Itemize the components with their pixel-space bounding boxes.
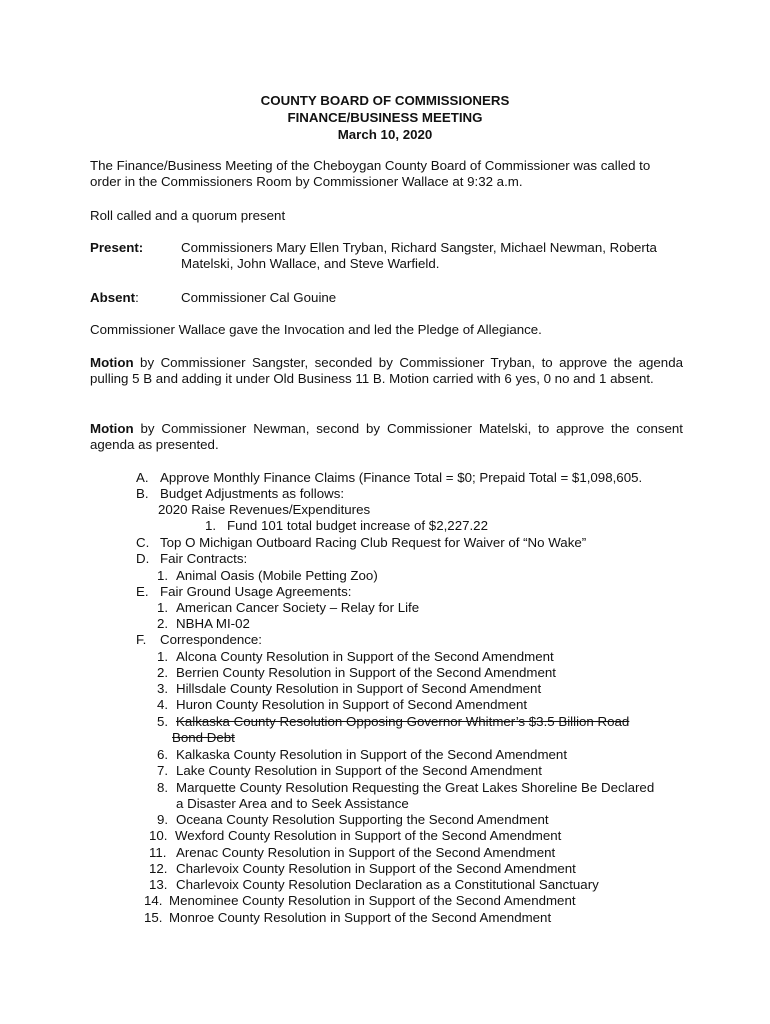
list-item: Approve Monthly Finance Claims (Finance Total = $0; Prepaid Total = $1,098,605.: [160, 470, 643, 485]
motion-consent-paragraph: Motion by Commissioner Newman, second by Commissioner Matelski, to approve the consent agenda as presented.: [90, 421, 683, 453]
list-item-struck: Kalkaska County Resolution Opposing Governor Whitmer’s $3.5 Billion Road: [176, 714, 630, 729]
header-meeting-title: FINANCE/BUSINESS MEETING: [287, 110, 483, 125]
list-item: Budget Adjustments as follows:: [160, 486, 345, 501]
list-marker: 6.: [157, 747, 169, 762]
list-marker: 13.: [149, 877, 168, 892]
roll-call-paragraph: Roll called and a quorum present: [90, 208, 286, 223]
list-item: Marquette County Resolution Requesting the Great Lakes Shoreline Be Declared: [176, 780, 655, 795]
list-item: a Disaster Area and to Seek Assistance: [176, 796, 409, 811]
list-marker: 8.: [157, 780, 169, 795]
list-marker: 1.: [157, 568, 169, 583]
list-item-struck: Bond Debt: [172, 730, 235, 745]
list-item: Top O Michigan Outboard Racing Club Request for Waiver of “No Wake”: [160, 535, 587, 550]
list-marker: 2.: [157, 665, 169, 680]
list-item: Huron County Resolution in Support of Second Amendment: [176, 697, 528, 712]
motion-agenda-paragraph: Motion by Commissioner Sangster, seconded by Commissioner Tryban, to approve the agenda pulling 5 B and adding it under Old Business 11 B. Motion carried with 6 yes, 0 no and 1 absent.: [90, 355, 683, 387]
list-marker: 1.: [157, 649, 169, 664]
list-item: Hillsdale County Resolution in Support of Second Amendment: [176, 681, 542, 696]
motion-label: Motion: [90, 355, 134, 370]
list-marker: D.: [136, 551, 150, 566]
list-item: 2020 Raise Revenues/Expenditures: [158, 502, 371, 517]
list-item: Fair Ground Usage Agreements:: [160, 584, 352, 599]
list-marker: B.: [136, 486, 149, 501]
list-item: Charlevoix County Resolution Declaration as a Constitutional Sanctuary: [176, 877, 599, 892]
present-label: Present:: [90, 240, 144, 255]
list-marker: 1.: [205, 518, 217, 533]
list-marker: 5.: [157, 714, 169, 729]
invocation-paragraph: Commissioner Wallace gave the Invocation and led the Pledge of Allegiance.: [90, 322, 542, 337]
list-item: Lake County Resolution in Support of the Second Amendment: [176, 763, 542, 778]
list-marker: 3.: [157, 681, 169, 696]
list-item: Menominee County Resolution in Support of the Second Amendment: [169, 893, 576, 908]
list-item: NBHA MI-02: [176, 616, 250, 631]
list-item: Charlevoix County Resolution in Support of the Second Amendment: [176, 861, 576, 876]
list-marker: 7.: [157, 763, 169, 778]
list-item: Monroe County Resolution in Support of the Second Amendment: [169, 910, 552, 925]
header-date: March 10, 2020: [337, 127, 433, 142]
document-header: [0, 92, 770, 143]
list-marker: A.: [136, 470, 149, 485]
absent-label: Absent:: [90, 290, 139, 305]
list-item: Fund 101 total budget increase of $2,227.22: [227, 518, 488, 533]
list-marker: F.: [136, 632, 147, 647]
list-marker: 9.: [157, 812, 169, 827]
intro-paragraph: The Finance/Business Meeting of the Cheboygan County Board of Commissioner was called to order in the Commissioners Room by Commissioner Wallace at 9:32 a.m.: [90, 158, 651, 190]
present-value: Commissioners Mary Ellen Tryban, Richard Sangster, Michael Newman, Roberta Matelski, John Wallace, and Steve Warfield.: [181, 240, 657, 272]
list-item: Alcona County Resolution in Support of the Second Amendment: [176, 649, 554, 664]
list-marker: 1.: [157, 600, 169, 615]
list-item: Animal Oasis (Mobile Petting Zoo): [176, 568, 378, 583]
list-marker: 2.: [157, 616, 169, 631]
list-marker: 11.: [149, 845, 167, 860]
list-marker: 12.: [149, 861, 168, 876]
motion-label: Motion: [90, 421, 134, 436]
list-item: Correspondence:: [160, 632, 263, 647]
list-marker: 14.: [144, 893, 163, 908]
list-item: Wexford County Resolution in Support of the Second Amendment: [175, 828, 562, 843]
list-marker: C.: [136, 535, 150, 550]
list-item: Oceana County Resolution Supporting the Second Amendment: [176, 812, 549, 827]
list-item: Kalkaska County Resolution in Support of the Second Amendment: [176, 747, 568, 762]
list-item: Fair Contracts:: [160, 551, 248, 566]
header-board-title: COUNTY BOARD OF COMMISSIONERS: [260, 93, 510, 108]
list-marker: 4.: [157, 697, 169, 712]
list-item: Arenac County Resolution in Support of the Second Amendment: [176, 845, 556, 860]
list-item: Berrien County Resolution in Support of the Second Amendment: [176, 665, 556, 680]
list-marker: E.: [136, 584, 149, 599]
list-marker: 15.: [144, 910, 163, 925]
absent-value: Commissioner Cal Gouine: [181, 290, 337, 305]
list-marker: 10.: [149, 828, 168, 843]
list-item: American Cancer Society – Relay for Life: [176, 600, 420, 615]
